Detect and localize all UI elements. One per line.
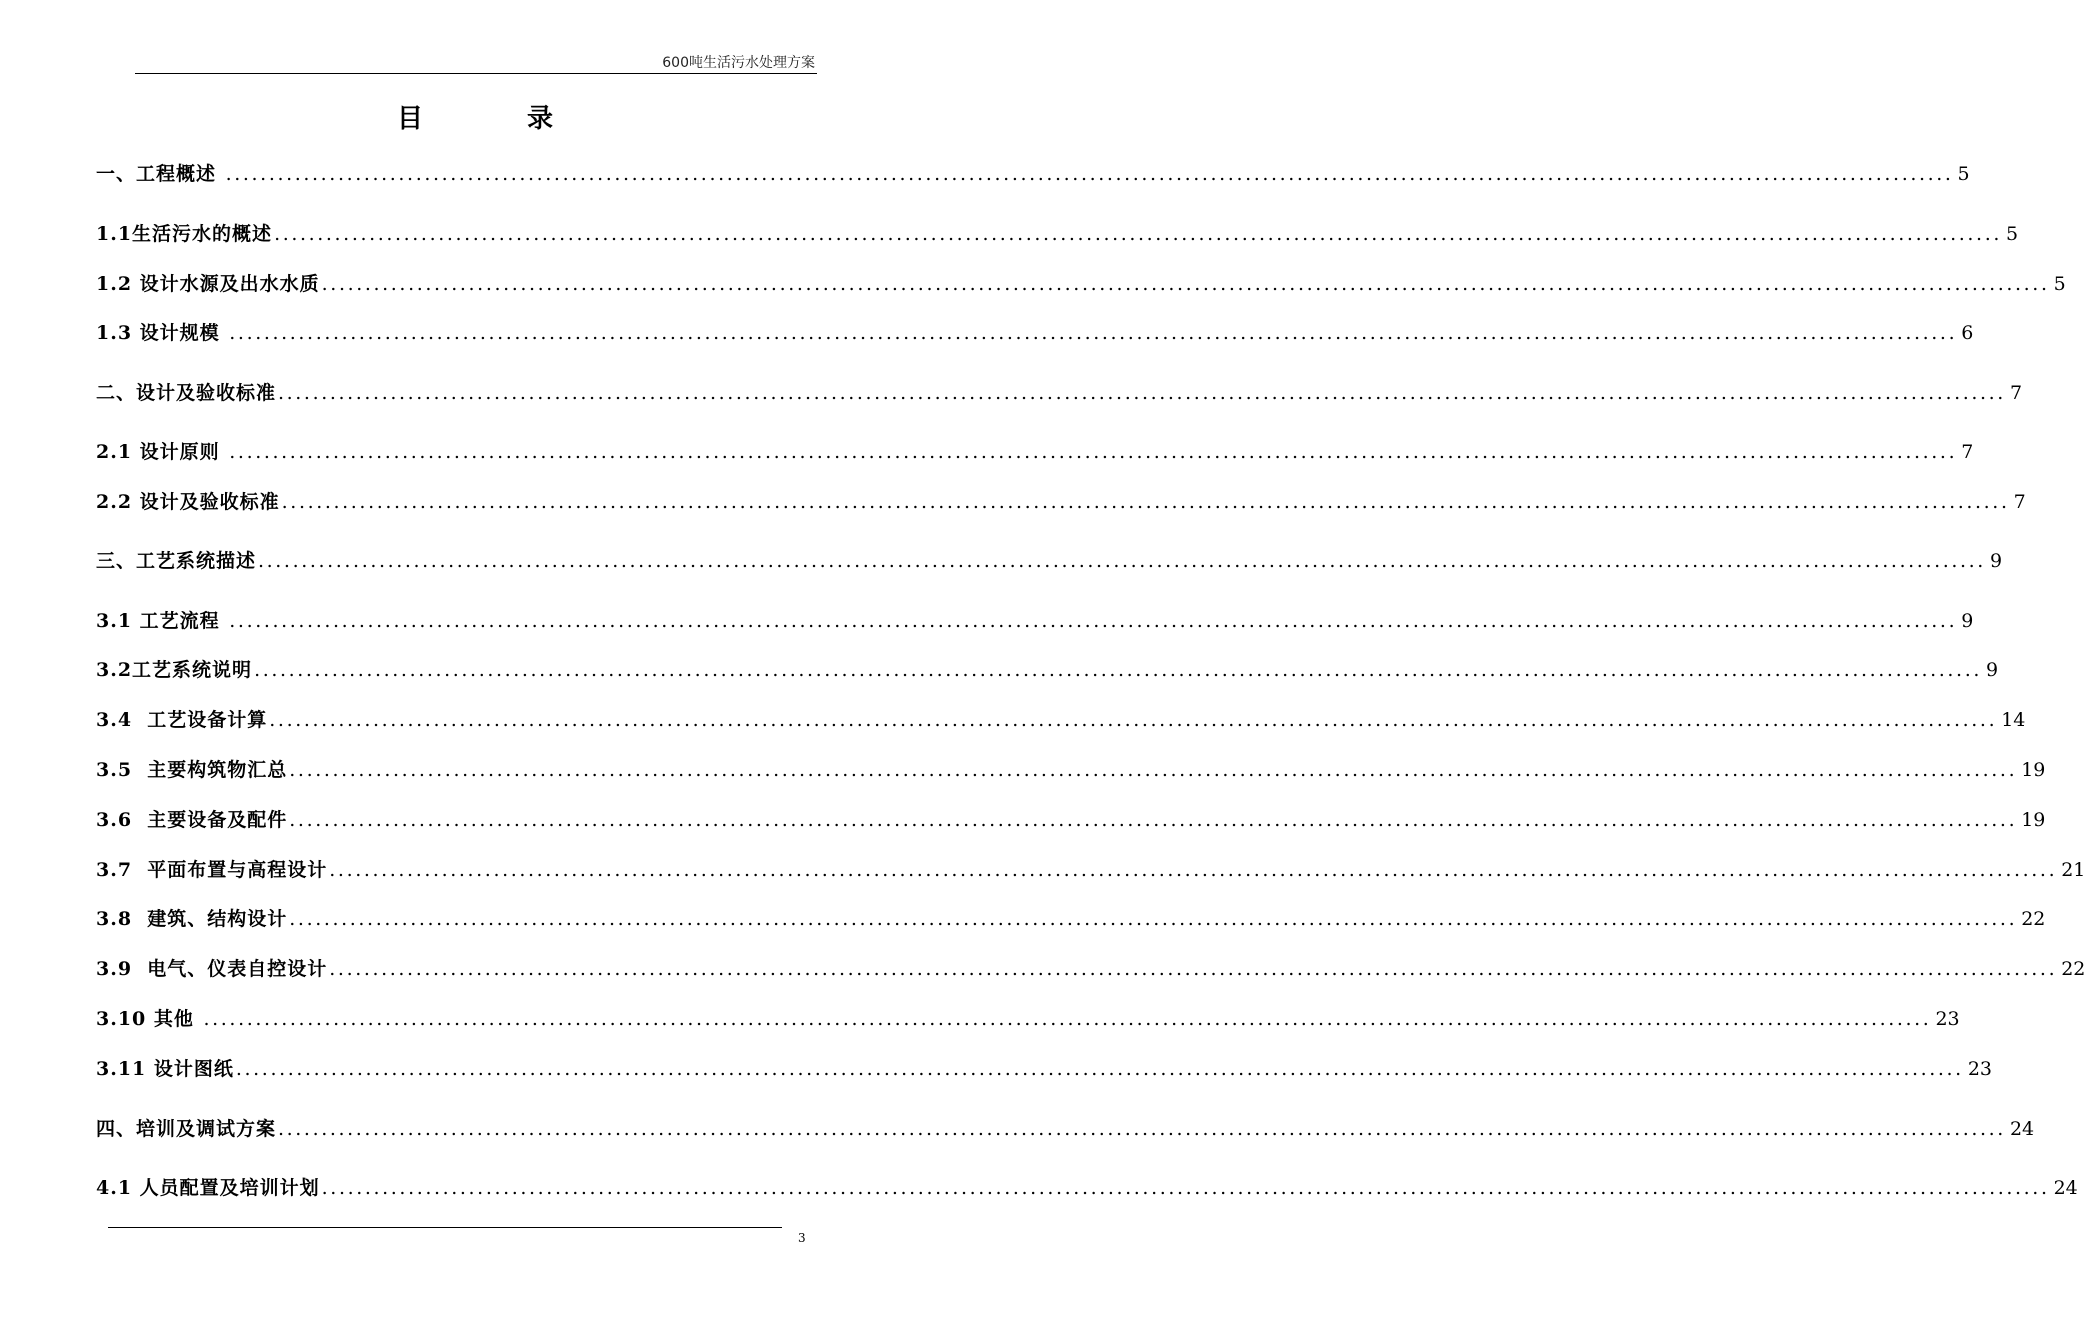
- toc-entry-label: 3.8 建筑、结构设计: [96, 908, 288, 930]
- toc-title-char-1: 目: [396, 104, 423, 134]
- toc-entry[interactable]: [96, 379, 2023, 407]
- toc-entry-page: 14: [2001, 709, 2026, 731]
- toc-entry[interactable]: [96, 1005, 1960, 1033]
- toc-entry-page: 23: [1935, 1008, 1960, 1030]
- toc-entry[interactable]: [96, 488, 2026, 516]
- toc-entry-page: 5: [2005, 223, 2019, 245]
- toc-leader-dots: ........................................................................................................................................................................................................: [289, 759, 2018, 781]
- toc-entry-label: 4.1 人员配置及培训计划: [96, 1177, 320, 1199]
- toc-entry[interactable]: [96, 607, 1974, 635]
- toc-entry-page: 7: [1961, 441, 1974, 463]
- toc-entry-label: 2.1 设计原则: [96, 441, 228, 463]
- toc-entry-page: 9: [1961, 610, 1974, 632]
- toc-entry-page: 19: [2021, 809, 2046, 831]
- toc-entry[interactable]: [96, 806, 2046, 834]
- toc-title-char-2: 录: [527, 104, 554, 134]
- toc-entry-page: 7: [2013, 491, 2026, 513]
- toc-leader-dots: ........................................................................................................................................................................................................: [278, 1118, 2006, 1140]
- toc-leader-dots: ........................................................................................................................................................................................................: [289, 809, 2018, 831]
- header-divider: [135, 73, 817, 74]
- toc-entry[interactable]: [96, 160, 1970, 188]
- toc-entry-label: 1.2 设计水源及出水水质: [96, 273, 320, 295]
- toc-entry-label: 3.5 主要构筑物汇总: [96, 759, 288, 781]
- toc-entry[interactable]: [96, 438, 1974, 466]
- toc-entry-label: 3.10 其他: [96, 1008, 202, 1030]
- toc-entry-label: 二、设计及验收标准: [96, 382, 277, 404]
- toc-title: [0, 98, 950, 135]
- page-number: 3: [798, 1231, 806, 1245]
- toc-leader-dots: ........................................................................................................................................................................................................: [254, 659, 1982, 681]
- toc-entry-label: 一、工程概述: [96, 163, 224, 185]
- toc-entry[interactable]: [96, 706, 2026, 734]
- toc-entry[interactable]: [96, 1115, 2035, 1143]
- toc-entry-page: 24: [2009, 1118, 2035, 1140]
- toc-entry-page: 7: [2009, 382, 2023, 404]
- toc-entry[interactable]: [96, 270, 2066, 298]
- toc-entry[interactable]: [96, 856, 2085, 884]
- toc-leader-dots: ........................................................................................................................................................................................................: [258, 550, 1986, 572]
- toc-entry-page: 22: [2061, 958, 2085, 980]
- toc-entry-label: 3.11 设计图纸: [96, 1058, 234, 1080]
- toc-leader-dots: ........................................................................................................................................................................................................: [229, 610, 1958, 632]
- toc-leader-dots: ........................................................................................................................................................................................................: [269, 709, 1998, 731]
- toc-entry-page: 22: [2021, 908, 2046, 930]
- toc-leader-dots: ........................................................................................................................................................................................................: [329, 859, 2058, 881]
- toc-leader-dots: ........................................................................................................................................................................................................: [289, 908, 2018, 930]
- toc-entry-label: 三、工艺系统描述: [96, 550, 257, 572]
- toc-entry[interactable]: [96, 547, 2003, 575]
- toc-leader-dots: ........................................................................................................................................................................................................: [203, 1008, 1932, 1030]
- toc-entry[interactable]: [96, 319, 1974, 347]
- toc-leader-dots: ........................................................................................................................................................................................................: [235, 1058, 1964, 1080]
- toc-entry-page: 6: [1961, 322, 1974, 344]
- toc-entry-page: 21: [2061, 859, 2085, 881]
- toc-entry-page: 19: [2021, 759, 2046, 781]
- toc-entry-label: 四、培训及调试方案: [96, 1118, 277, 1140]
- toc-entry-page: 9: [1989, 550, 2003, 572]
- toc-entry-label: 2.2 设计及验收标准: [96, 491, 280, 513]
- toc-leader-dots: ........................................................................................................................................................................................................: [321, 1177, 2050, 1199]
- toc-entry[interactable]: [96, 955, 2085, 983]
- toc-entry-page: 24: [2053, 1177, 2078, 1199]
- toc-leader-dots: ........................................................................................................................................................................................................: [274, 223, 2002, 245]
- toc-entry[interactable]: [96, 1055, 1992, 1083]
- toc-entry-label: 3.9 电气、仪表自控设计: [96, 958, 328, 980]
- toc-entry-label: 3.1 工艺流程: [96, 610, 228, 632]
- toc-entry-label: 3.2工艺系统说明: [96, 659, 253, 681]
- toc-entry-page: 23: [1967, 1058, 1992, 1080]
- toc-entry[interactable]: [96, 656, 1999, 684]
- toc-leader-dots: ........................................................................................................................................................................................................: [225, 163, 1954, 185]
- running-header: 600吨生活污水处理方案: [662, 55, 815, 71]
- toc-leader-dots: ........................................................................................................................................................................................................: [281, 491, 2010, 513]
- toc-entry[interactable]: [96, 756, 2046, 784]
- toc-entry-label: 3.7 平面布置与高程设计: [96, 859, 328, 881]
- toc-leader-dots: ........................................................................................................................................................................................................: [229, 322, 1958, 344]
- toc-leader-dots: ........................................................................................................................................................................................................: [321, 273, 2050, 295]
- toc-entry-label: 1.3 设计规模: [96, 322, 228, 344]
- toc-leader-dots: ........................................................................................................................................................................................................: [278, 382, 2006, 404]
- toc-leader-dots: ........................................................................................................................................................................................................: [329, 958, 2058, 980]
- toc-entry-label: 1.1生活污水的概述: [96, 223, 273, 245]
- toc-entry[interactable]: [96, 905, 2046, 933]
- toc-entry[interactable]: [96, 220, 2019, 248]
- footer-divider: [108, 1227, 782, 1228]
- toc-entry-label: 3.4 工艺设备计算: [96, 709, 268, 731]
- toc-leader-dots: ........................................................................................................................................................................................................: [229, 441, 1958, 463]
- toc-entry-page: 5: [2053, 273, 2066, 295]
- toc-entry-page: 5: [1957, 163, 1970, 185]
- toc-entry-label: 3.6 主要设备及配件: [96, 809, 288, 831]
- toc-entry[interactable]: [96, 1174, 2078, 1202]
- toc-entry-page: 9: [1985, 659, 1999, 681]
